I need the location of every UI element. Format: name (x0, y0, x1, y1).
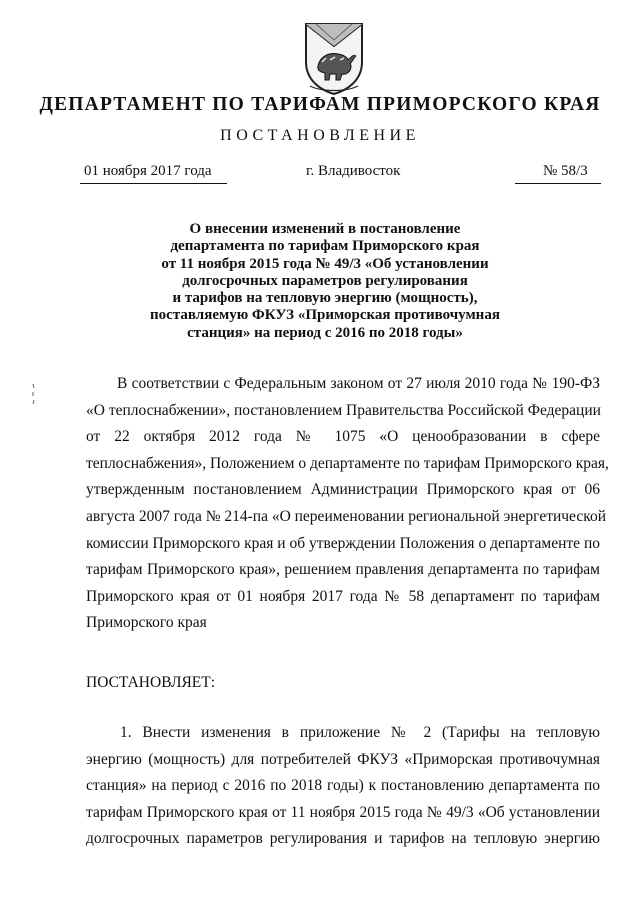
preamble-line: теплоснабжения», Положением о департаменте по тарифам Приморского края, (86, 454, 609, 472)
resolve-heading: ПОСТАНОВЛЯЕТ: (86, 674, 216, 691)
item-line: станция» на период с 2016 по 2018 годы) к постановлению департамента по (86, 777, 600, 795)
department-name: ДЕПАРТАМЕНТ ПО ТАРИФАМ ПРИМОРСКОГО КРАЯ (39, 94, 601, 115)
item-line: тарифам Приморского края от 11 ноября 2015 года № 49/3 «Об установлении (86, 803, 600, 821)
document-date: 01 ноября 2017 года (84, 163, 212, 179)
document-title (60, 221, 590, 342)
preamble-line: от 22 октября 2012 года № 1075 «О ценообразовании в сфере (86, 428, 600, 446)
item-line: 1. Внести изменения в приложение № 2 (Тарифы на тепловую (120, 724, 600, 741)
coat-of-arms-icon (302, 20, 366, 96)
document-number: № 58/3 (543, 163, 588, 179)
title-line: департамента по тарифам Приморского края (170, 238, 480, 255)
title-line: О внесении изменений в постановление (189, 221, 461, 237)
preamble-line: августа 2007 года № 214-па «О переименовании региональной энергетической (86, 507, 606, 525)
preamble-line: «О теплоснабжении», постановлением Правительства Российской Федерации (86, 401, 601, 419)
preamble-paragraph (86, 371, 609, 637)
document-place: г. Владивосток (306, 163, 401, 179)
preamble-line: Приморского края от 01 ноября 2017 года № 58 департамент по тарифам (86, 587, 600, 605)
preamble-line: тарифам Приморского края», решением правления департамента по тарифам (86, 561, 600, 579)
date-underline (80, 183, 227, 184)
title-line: долгосрочных параметров регулирования (182, 272, 468, 289)
title-line: поставляемую ФКУЗ «Приморская противочумная (150, 307, 500, 324)
title-line: станция» на период с 2016 по 2018 годы» (187, 324, 463, 341)
preamble-line: Приморского края (86, 614, 207, 632)
preamble-line: утвержденным постановлением Администрации Приморского края от 06 (86, 481, 600, 499)
preamble-line: комиссии Приморского края и об утверждении Положения о департаменте по (86, 534, 600, 552)
margin-mark (31, 382, 36, 408)
item-line: долгосрочных параметров регулирования и тарифов на тепловую энергию (86, 830, 600, 848)
title-line: от 11 ноября 2015 года № 49/3 «Об установлении (161, 255, 489, 272)
document-type: ПОСТАНОВЛЕНИЕ (220, 127, 420, 144)
preamble-line: В соответствии с Федеральным законом от 27 июля 2010 года № 190-ФЗ (117, 375, 600, 392)
item-1-paragraph (86, 720, 600, 853)
title-line: и тарифов на тепловую энергию (мощность), (172, 290, 478, 307)
item-line: энергию (мощность) для потребителей ФКУЗ «Приморская противочумная (86, 750, 600, 768)
number-underline (515, 183, 601, 184)
